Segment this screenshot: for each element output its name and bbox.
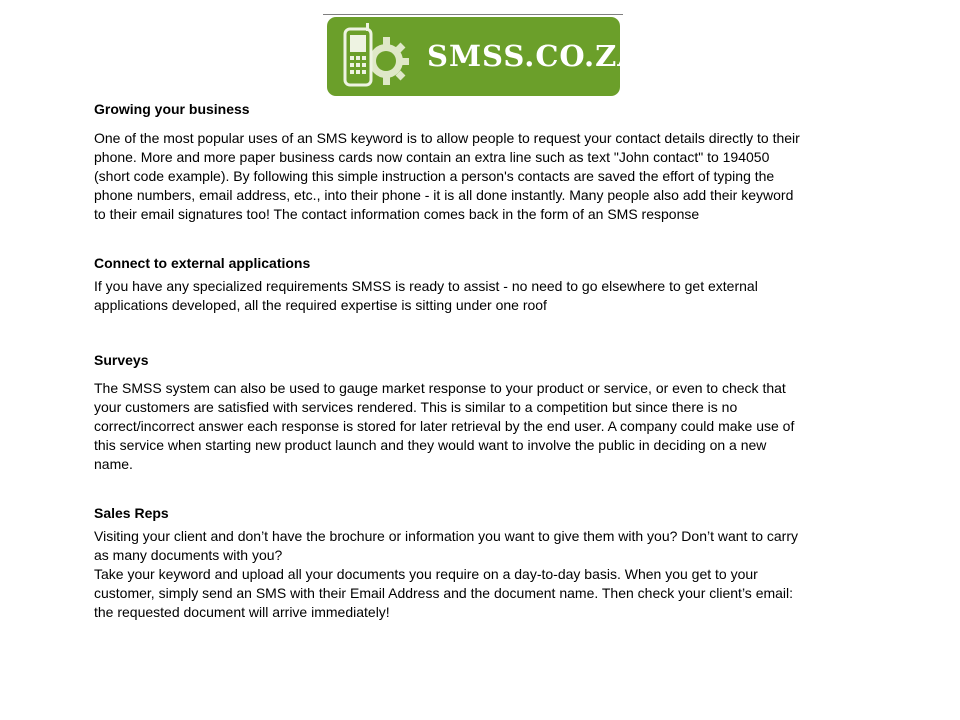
section-heading-external-applications: Connect to external applications bbox=[94, 255, 311, 271]
section-heading-growing-business: Growing your business bbox=[94, 101, 250, 117]
text-line: If you have any specialized requirements SMSS is ready to assist - no need to go elsewhere to get external bbox=[94, 278, 758, 294]
text-line: correct/incorrect answer each response is stored for later retrieval by the end user. A company could make use of bbox=[94, 418, 795, 434]
text-line: One of the most popular uses of an SMS keyword is to allow people to request your contact details directly to their bbox=[94, 130, 800, 146]
phone-gear-icon bbox=[339, 23, 423, 91]
text-line: The SMSS system can also be used to gauge market response to your product or service, or even to check that bbox=[94, 380, 786, 396]
text-line: phone. More and more paper business cards now contain an extra line such as text "John contact" to 194050 bbox=[94, 149, 770, 165]
text-line: your customers are satisfied with services rendered. This is similar to a competition but since there is no bbox=[94, 399, 738, 415]
text-line: phone numbers, email address, etc., into their phone - it is all done instantly. Many people also add their keyword bbox=[94, 187, 794, 203]
text-line: as many documents with you? bbox=[94, 547, 283, 563]
logo-text: SMSS.CO.ZA bbox=[427, 39, 641, 73]
text-line: applications developed, all the required expertise is sitting under one roof bbox=[94, 297, 547, 313]
top-divider bbox=[323, 14, 623, 15]
text-line: (short code example). By following this simple instruction a person's contacts are saved the effort of typing the bbox=[94, 168, 775, 184]
text-line: Visiting your client and don’t have the brochure or information you want to give them with you? Don’t want to carry bbox=[94, 528, 799, 544]
section-heading-surveys: Surveys bbox=[94, 352, 149, 368]
section-paragraph-surveys bbox=[94, 379, 794, 474]
text-line: this service when starting new product launch and they would want to involve the public in deciding on a new bbox=[94, 437, 767, 453]
text-line: Take your keyword and upload all your documents you require on a day-to-day basis. When you get to your bbox=[94, 566, 758, 582]
section-paragraph-external-applications bbox=[94, 277, 758, 315]
section-heading-sales-reps: Sales Reps bbox=[94, 505, 169, 521]
section-paragraph-sales-reps bbox=[94, 527, 798, 622]
text-line: customer, simply send an SMS with their Email Address and the document name. Then check your client’s email: bbox=[94, 585, 794, 601]
text-line: name. bbox=[94, 456, 133, 472]
text-line: the requested document will arrive immediately! bbox=[94, 604, 390, 620]
text-line: to their email signatures too! The contact information comes back in the form of an SMS response bbox=[94, 206, 700, 222]
section-paragraph-growing-business bbox=[94, 129, 800, 224]
smss-logo bbox=[327, 17, 641, 96]
